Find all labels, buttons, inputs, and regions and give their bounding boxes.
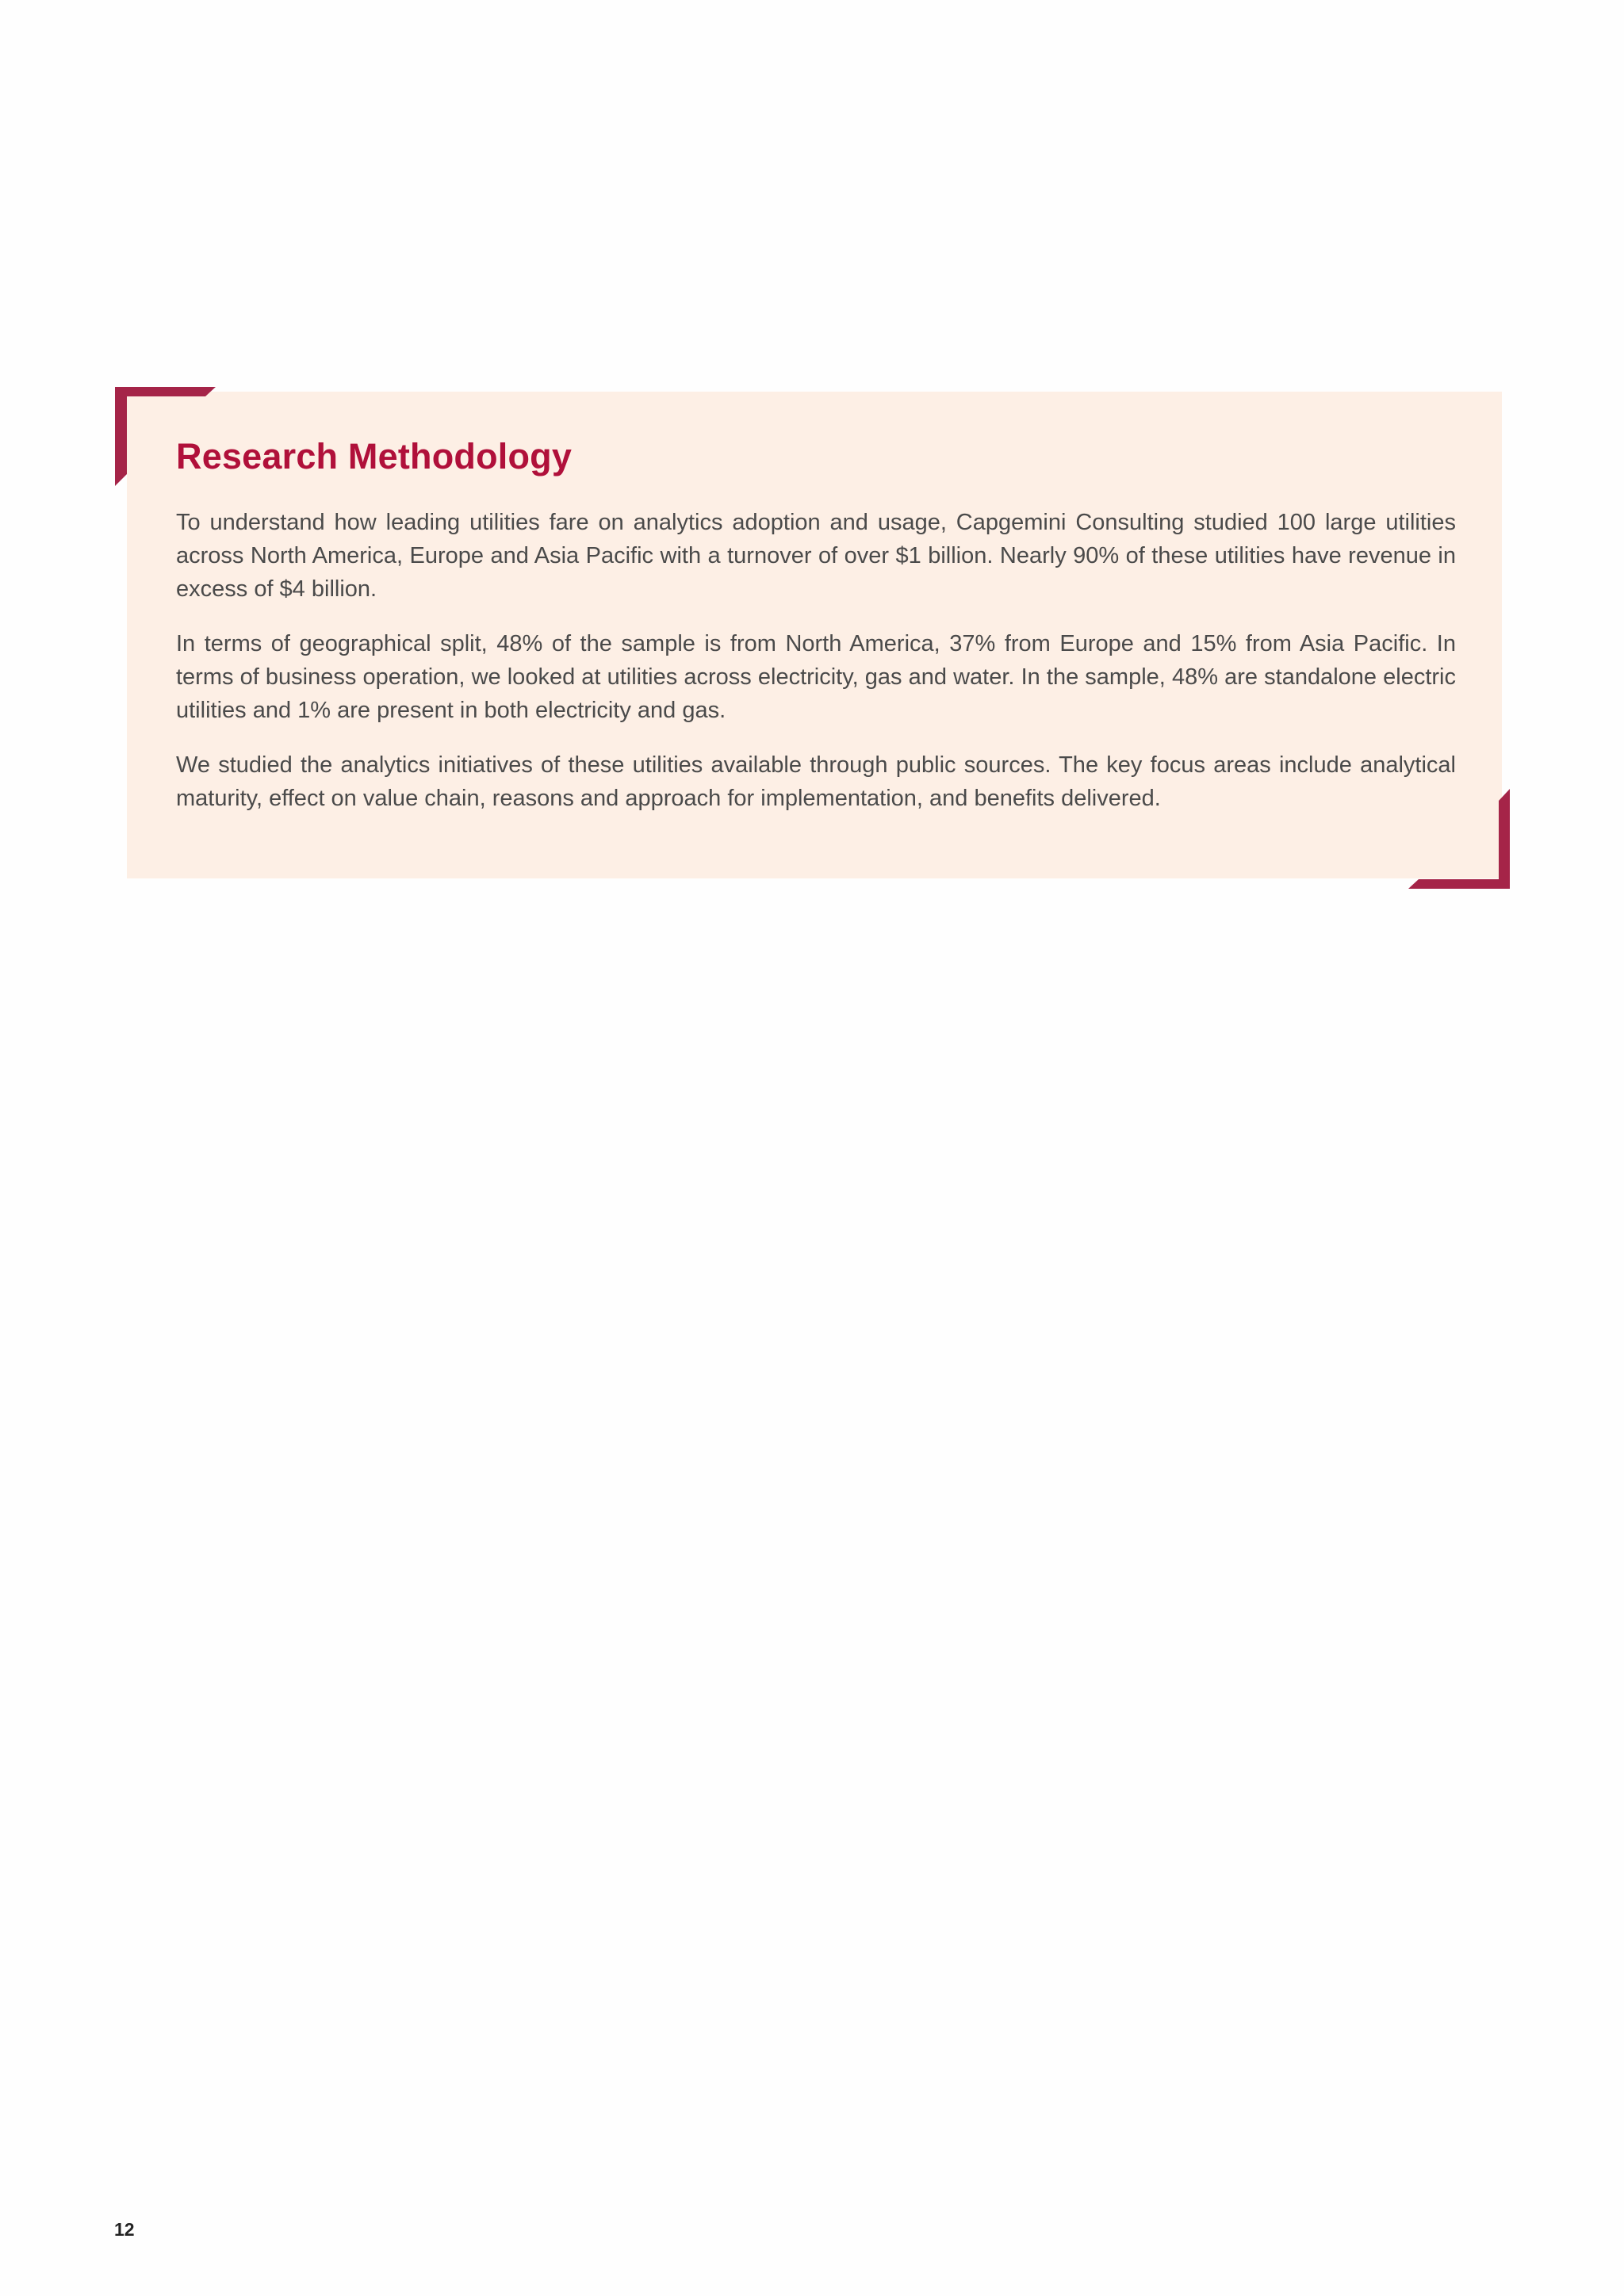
page-number: 12	[114, 2219, 135, 2240]
methodology-paragraph: We studied the analytics initiatives of these utilities available through public sources. The key focus areas include analytical maturity, effect on value chain, reasons and approach for implementation, and benefits delivered.	[176, 752, 1456, 811]
corner-bracket-top-left-shape	[115, 387, 216, 486]
methodology-paragraph: In terms of geographical split, 48% of the sample is from North America, 37% from Europe and 15% from Asia Pacific. In terms of business operation, we looked at utilities across electricity, gas and water. In the sample, 48% are standalone electric utilities and 1% are present in both electricity and gas.	[176, 631, 1456, 723]
corner-bracket-bottom-right-shape	[1408, 789, 1510, 889]
research-methodology-box	[127, 392, 1502, 878]
box-title: Research Methodology	[176, 436, 573, 476]
methodology-paragraph: To understand how leading utilities fare on analytics adoption and usage, Capgemini Consulting studied 100 large utilities across North America, Europe and Asia Pacific with a turnover of over $1 billion. Nearly 90% of these utilities have revenue in excess of $4 billion.	[176, 510, 1456, 602]
corner-bracket-top-left	[115, 387, 216, 486]
corner-bracket-bottom-right	[1408, 789, 1510, 889]
